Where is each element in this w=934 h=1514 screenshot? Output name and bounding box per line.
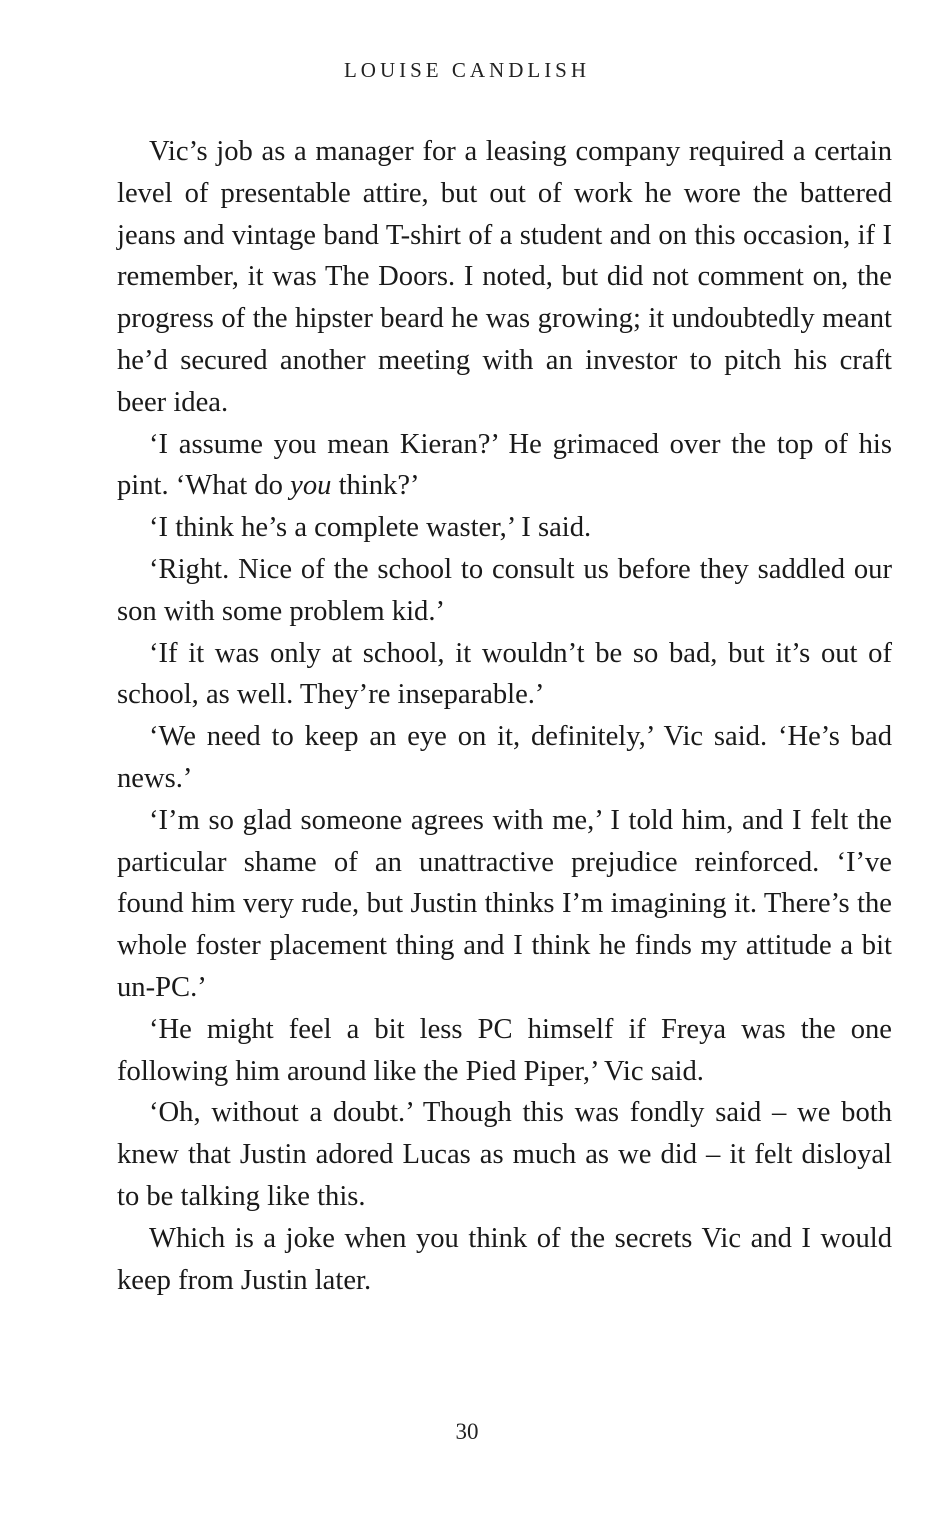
body-text	[117, 131, 892, 1301]
running-head: LOUISE CANDLISH	[343, 58, 591, 82]
paragraph: ‘I think he’s a complete waster,’ I said.	[149, 512, 592, 544]
paragraph: Which is a joke when you think of the secrets Vic and I would keep from Justin later.	[117, 1222, 892, 1296]
paragraph: ‘He might feel a bit less PC himself if Freya was the one following him around like the Pied Piper,’ Vic said.	[117, 1013, 892, 1087]
paragraph	[117, 424, 892, 508]
paragraph: ‘Right. Nice of the school to consult us before they saddled our son with some problem kid.’	[117, 553, 892, 627]
paragraph: ‘I’m so glad someone agrees with me,’ I told him, and I felt the particular shame of an unattractive prejudice reinforced. ‘I’ve found him very rude, but Justin thinks I’m imagining it. There’s the whole foster placement thing and I think he finds my attitude a bit un-PC.’	[117, 804, 892, 1003]
paragraph: ‘If it was only at school, it wouldn’t be so bad, but it’s out of school, as well. They’re inseparable.’	[117, 637, 892, 711]
emphasized-text: you	[290, 470, 332, 502]
paragraph: Vic’s job as a manager for a leasing company required a certain level of presentable attire, but out of work he wore the battered jeans and vintage band T-shirt of a student and on this occasion, if I remember, it was The Doors. I noted, but did not comment on, the progress of the hipster beard he was growing; it undoubtedly meant he’d secured another meeting with an investor to pitch his craft beer idea.	[117, 136, 892, 418]
paragraph: ‘Oh, without a doubt.’ Though this was fondly said – we both knew that Justin adored Lucas as much as we did – it felt disloyal to be talking like this.	[117, 1097, 892, 1212]
page-number: 30	[455, 1419, 479, 1444]
paragraph-text: ‘I assume you mean Kieran?’ He grimaced over the top of his pint. ‘What do	[117, 428, 892, 502]
paragraph-text: think?’	[331, 470, 420, 502]
paragraph: ‘We need to keep an eye on it, definitely,’ Vic said. ‘He’s bad news.’	[117, 721, 892, 794]
